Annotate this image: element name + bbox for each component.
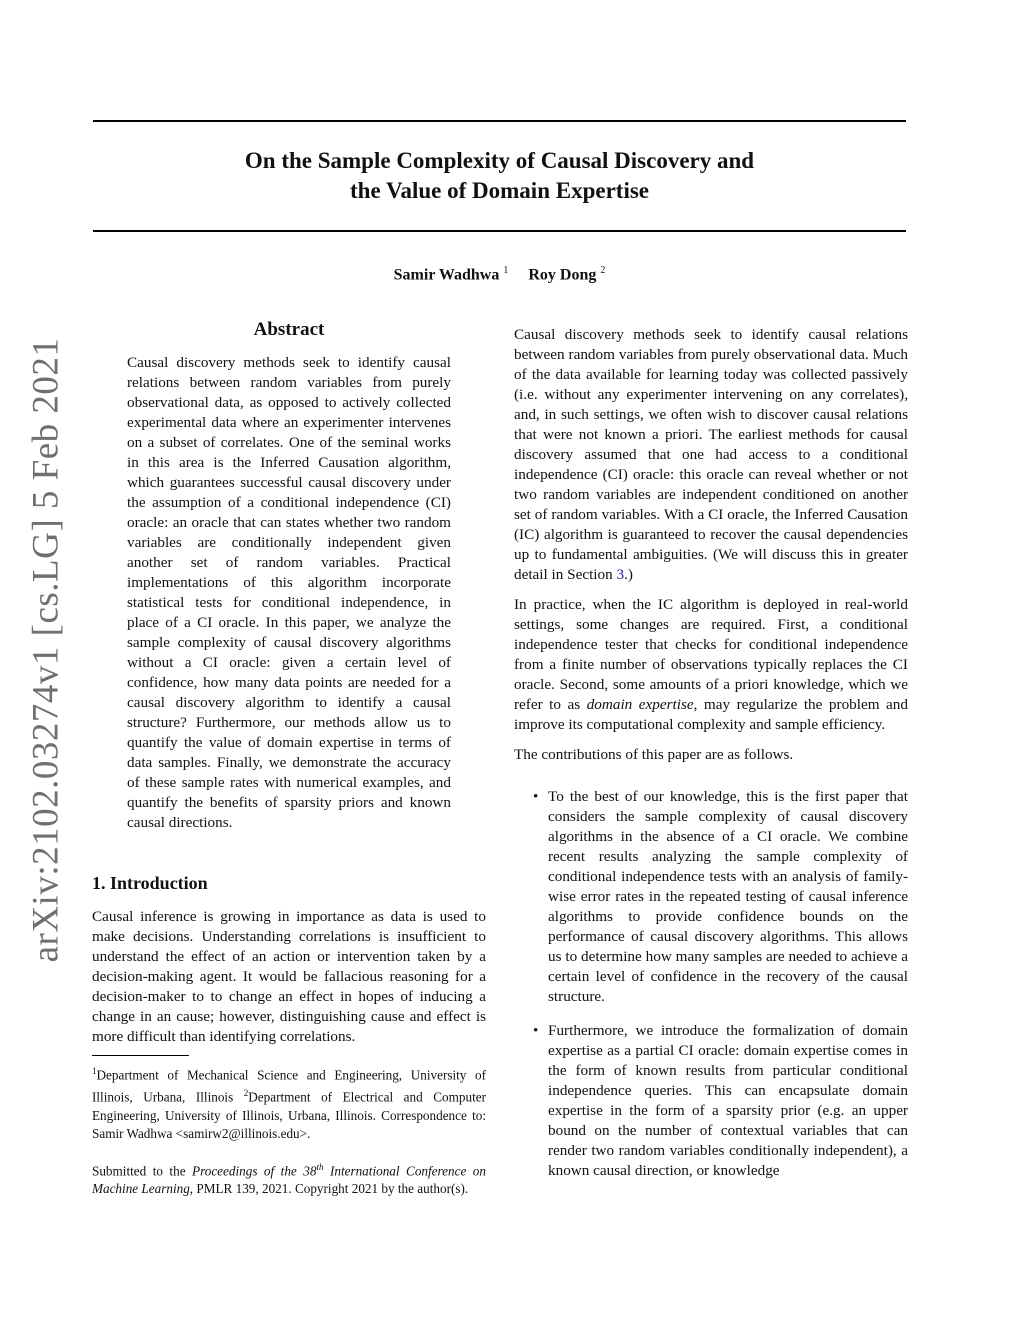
list-item (533, 787, 908, 1007)
left-column (92, 320, 486, 1198)
submitted-suffix: , PMLR 139, 2021. Copyright 2021 by the author(s). (189, 1181, 469, 1197)
submission-note (92, 1158, 486, 1198)
author-name: Samir Wadhwa (393, 266, 500, 284)
contribution-text: Furthermore, we introduce the formalization of domain expertise as a partial CI oracle: domain expertise comes in the form of known results from particular conditional independence queries. This can encapsulate domain expertise in the form of a sparsity prior (e.g. an upper bound on the number of contextual variables that can render two random variables conditionally independent), a known causal direction, or knowledge (548, 1022, 908, 1179)
top-rule (93, 120, 906, 122)
contribution-text: To the best of our knowledge, this is the first paper that considers the sample complexity of causal discovery algorithms in the absence of a CI oracle. We combine recent results analyzing the sample complexity of conditional independence tests with an analysis of family-wise error rates in the repeated testing of causal inference algorithms to provide confidence bounds on the performance of causal discovery algorithms. This allows us to determine how many samples are needed to achieve a certain level of confidence in the recovery of the causal structure. (548, 788, 908, 1005)
intro-paragraph-1 (514, 325, 908, 585)
contributions-list (514, 787, 908, 1181)
abstract-heading: Abstract (253, 319, 325, 340)
submitted-prefix: Submitted to the (92, 1163, 186, 1179)
bullet-icon: • (533, 788, 539, 805)
arxiv-identifier-stamp: arXiv:2102.03274v1 [cs.LG] 5 Feb 2021 (25, 337, 67, 963)
proceedings-ordinal: th (316, 1161, 324, 1172)
affiliation-2: Department of Electrical and Computer Engineering, University of Illinois, Urbana, Illinois. Correspondence to: Samir Wadhwa <samirw2@illinois.edu>. (92, 1089, 486, 1141)
proceedings-name-b: International Conference on Machine Learning (92, 1163, 486, 1197)
author-affiliation-mark: 1 (503, 265, 509, 276)
title-line-1: On the Sample Complexity of Causal Discovery and (244, 148, 755, 173)
intro-paragraph-1-text: Causal discovery methods seek to identify causal relations between random variables from purely observational data. Much of the data available for learning today was collected passively (i.e. without any experimenter intervening on any correlates), and, in such settings, we often wish to discover causal relations that were not known a priori. The earliest methods for causal discovery assumed that one had access to a conditional independence (CI) oracle: this oracle can reveal whether or not two random variables are independent conditioned on another set of random variables. With a CI oracle, the Inferred Causation (IC) algorithm is guaranteed to recover the causal dependencies up to fundamental ambiguities. (We will discuss this in greater detail in Section (514, 326, 908, 583)
right-column (514, 325, 908, 1181)
introduction-heading: 1. Introduction (92, 873, 208, 893)
proceedings-name-a: Proceedings of the 38 (192, 1163, 317, 1179)
intro-paragraph-2 (514, 595, 908, 735)
list-item (533, 1021, 908, 1181)
affiliation-1: Department of Mechanical Science and Engineering, University of Illinois, Urbana, Illinois (92, 1067, 486, 1105)
affiliation-footnote (92, 1062, 486, 1143)
intro-paragraph-2-before: In practice, when the IC algorithm is deployed in real-world settings, some changes are required. First, a conditional independence tester that checks for conditional independence from a finite number of observations typically replaces the CI oracle. Second, some amounts of a priori knowledge, which we refer to as (514, 596, 908, 713)
title-line-2: the Value of Domain Expertise (350, 178, 649, 203)
contributions-intro: The contributions of this paper are as follows. (514, 746, 794, 763)
footnote-divider (92, 1055, 189, 1056)
bullet-icon: • (533, 1022, 539, 1039)
intro-paragraph-2-after: , may regularize the problem and improve its computational complexity and sample efficiency. (514, 696, 908, 733)
author-affiliation-mark: 2 (600, 265, 606, 276)
introduction-paragraph: Causal inference is growing in importance as data is used to make decisions. Understanding correlations is insufficient to understand the effect of an action or intervention taken by a decision-making agent. It would be fallacious reasoning for a decision-maker to to change an effect in hopes of inducing a change in an cause; however, distinguishing cause and effect is more difficult than identifying correlations. (92, 908, 486, 1045)
paper-title (93, 146, 906, 206)
author-list (93, 265, 906, 284)
author-name: Roy Dong (528, 266, 597, 284)
domain-expertise-term: domain expertise (586, 696, 694, 713)
intro-paragraph-1-end: .) (624, 566, 633, 583)
bottom-rule (93, 230, 906, 232)
footnote-mark: 2 (243, 1088, 249, 1099)
footnote-mark: 1 (92, 1066, 97, 1076)
abstract-text: Causal discovery methods seek to identify causal relations between random variables from purely observational data, as opposed to actively collected experimental data where an experimenter intervenes on a subset of correlates. One of the seminal works in this area is the Inferred Causation algorithm, which guarantees successful causal discovery under the assumption of a conditional independence (CI) oracle: an oracle that can states whether two random variables are conditionally independent given another set of random variables. Practical implementations of this algorithm incorporate statistical tests for conditional independence, in place of a CI oracle. In this paper, we analyze the sample complexity of causal discovery algorithms without a CI oracle: given a certain level of confidence, how many data points are needed for a causal discovery algorithm to identify a causal structure? Furthermore, our methods allow us to quantify the value of domain expertise in terms of data samples. Finally, we demonstrate the accuracy of these sample rates with numerical examples, and quantify the benefits of sparsity priors and known causal directions. (127, 354, 451, 831)
section-reference-link[interactable]: 3 (616, 566, 625, 583)
